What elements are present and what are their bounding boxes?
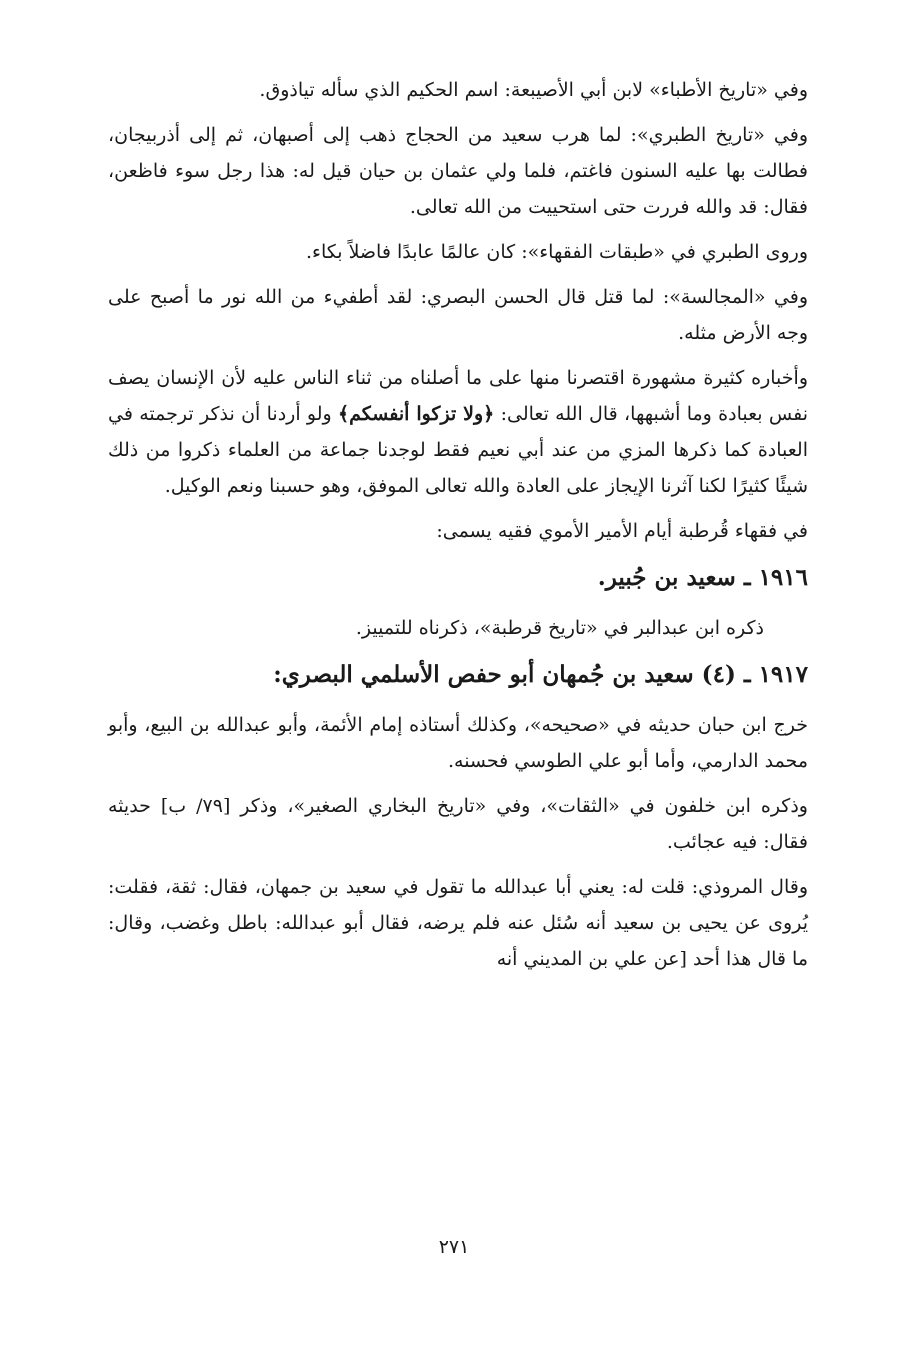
paragraph-akhbar [108, 360, 808, 504]
paragraph-marwadhi: وقال المروذي: قلت له: يعني أبا عبدالله ما تقول في سعيد بن جمهان، فقال: ثقة، فقلت: يُروى عن يحيى بن سعيد أنه سُئل عنه فلم يرضه، فقال أبو عبدالله: باطل وغضب، وقال: ما قال هذا أحد [عن علي بن المديني أنه [108, 876, 808, 970]
quran-quote: ﴿ولا تزكوا أنفسكم﴾ [338, 403, 495, 425]
paragraph-akhbar-part1: وأخباره كثيرة مشهورة اقتصرنا منها على ما أصلناه من ثناء الناس عليه لأن الإنسان يصف نفس بعبادة وما أشبهها، قال الله تعالى: [108, 367, 809, 425]
page-number: ٢٧١ [438, 1236, 470, 1258]
paragraph-akhbar-part2: ولو أردنا أن نذكر ترجمته في العبادة كما ذكرها المزي من عند أبي نعيم فقط لوجدنا جماعة من العلماء ذكروا من ذلك شيئًا كثيرًا لكنا آثرنا الإيجاز على العادة والله تعالى الموفق، وهو حسبنا ونعم الوكيل. [108, 403, 808, 497]
paragraph-ibn-hibban: خرج ابن حبان حديثه في «صحيحه»، وكذلك أستاذه إمام الأئمة، وأبو عبدالله بن البيع، وأبو محمد الدارمي، وأما أبو علي الطوسي فحسنه. [108, 714, 808, 772]
paragraph-tabaqat-atibba: وفي «تاريخ الأطباء» لابن أبي الأصيبعة: اسم الحكيم الذي سأله تياذوق. [259, 79, 808, 101]
entry-title-1916 [108, 558, 808, 598]
paragraph-tabaqat-fuqaha: وروى الطبري في «طبقات الفقهاء»: كان عالمًا عابدًا فاضلاً بكاء. [305, 241, 808, 263]
entry-title-1916-text: ١٩١٦ ـ سعيد بن جُبير. [597, 564, 808, 591]
entry-title-1917 [108, 655, 808, 695]
paragraph-mujalasa: وفي «المجالسة»: لما قتل قال الحسن البصري: لقد أطفيء من الله نور ما أصبح على وجه الأرض مثله. [108, 286, 808, 344]
paragraph-tarikh-tabari: وفي «تاريخ الطبري»: لما هرب سعيد من الحجاج ذهب إلى أصبهان، ثم إلى أذربيجان، فطالت بها عليه السنون فاغتم، فلما ولي عثمان بن حيان قيل له: هذا رجل سوء فاظعن، فقال: قد والله فررت حتى استحييت من الله تعالى. [108, 124, 808, 218]
page-body [108, 72, 808, 986]
paragraph-ibn-abdulbarr: ذكره ابن عبدالبر في «تاريخ قرطبة»، ذكرناه للتمييز. [355, 617, 764, 639]
paragraph-ibn-khalfun: وذكره ابن خلفون في «الثقات»، وفي «تاريخ البخاري الصغير»، وذكر [٧٩/ ب] حديثه فقال: فيه عجائب. [108, 795, 808, 853]
entry-title-1917-text: ١٩١٧ ـ (٤) سعيد بن جُمهان أبو حفص الأسلمي البصري: [273, 661, 808, 688]
paragraph-fuqaha-qurtuba: في فقهاء قُرطبة أيام الأمير الأموي فقيه يسمى: [436, 520, 808, 542]
